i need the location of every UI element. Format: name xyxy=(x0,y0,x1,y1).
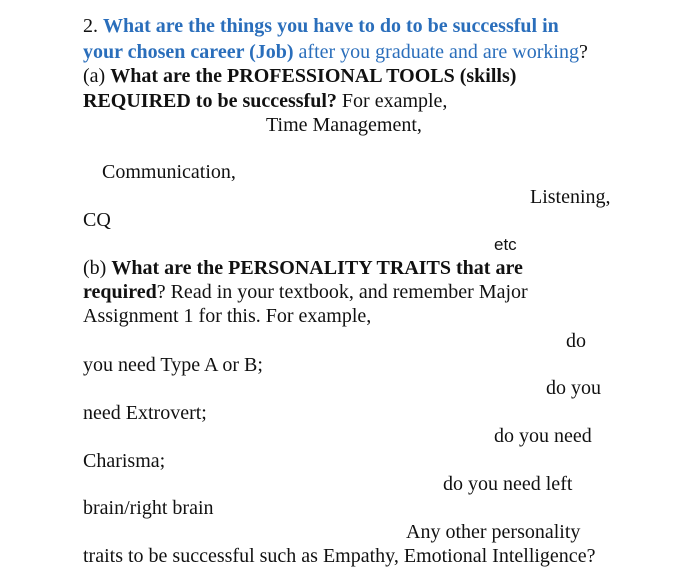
part-b-bold-2: required xyxy=(83,281,157,303)
part-b-label: (b) xyxy=(83,257,112,279)
trait-fragment-3a: do you need xyxy=(494,425,592,447)
part-b-tail-1: ? Read in your textbook, and remember Major xyxy=(156,281,528,303)
trait-fragment-3b: Charisma; xyxy=(83,450,166,472)
question-2-line-2 xyxy=(83,40,588,64)
question-title-part-1: What are the things you have to do to be successful in xyxy=(103,15,559,37)
part-a-bold-2: REQUIRED to be successful? xyxy=(83,90,337,112)
question-mark: ? xyxy=(578,41,588,63)
question-title-tail: after you graduate and are working xyxy=(293,41,579,63)
trait-fragment-1a: do xyxy=(566,330,586,352)
skill-item-etc: etc xyxy=(494,235,517,254)
skill-item-time-management: Time Management, xyxy=(266,114,422,136)
trait-fragment-5a: Any other personality xyxy=(406,521,581,543)
trait-fragment-2b: need Extrovert; xyxy=(83,402,207,424)
skill-item-cq: CQ xyxy=(83,209,111,231)
part-a-line-2 xyxy=(83,89,447,113)
part-a-bold-1: What are the PROFESSIONAL TOOLS (skills) xyxy=(110,65,517,87)
part-a-example: For example, xyxy=(336,90,448,112)
part-b-line-3: Assignment 1 for this. For example, xyxy=(83,305,372,327)
question-2-line-1 xyxy=(83,14,559,38)
part-a-label: (a) xyxy=(83,65,111,87)
skill-item-listening: Listening, xyxy=(530,186,611,208)
trait-fragment-1b: you need Type A or B; xyxy=(83,354,263,376)
skill-item-communication: Communication, xyxy=(102,161,236,183)
part-a-line-1 xyxy=(83,64,516,88)
part-b-bold-1: What are the PERSONALITY TRAITS that are xyxy=(111,257,523,279)
trait-fragment-4a: do you need left xyxy=(443,473,573,495)
trait-fragment-2a: do you xyxy=(546,377,601,399)
part-b-line-1 xyxy=(83,256,523,280)
trait-fragment-4b: brain/right brain xyxy=(83,497,214,519)
part-b-line-2 xyxy=(83,280,528,304)
trait-fragment-5b: traits to be successful such as Empathy, Emotional Intelligence? xyxy=(83,545,596,567)
question-title-part-2: your chosen career (Job) xyxy=(83,41,294,63)
question-number: 2. xyxy=(83,15,98,37)
